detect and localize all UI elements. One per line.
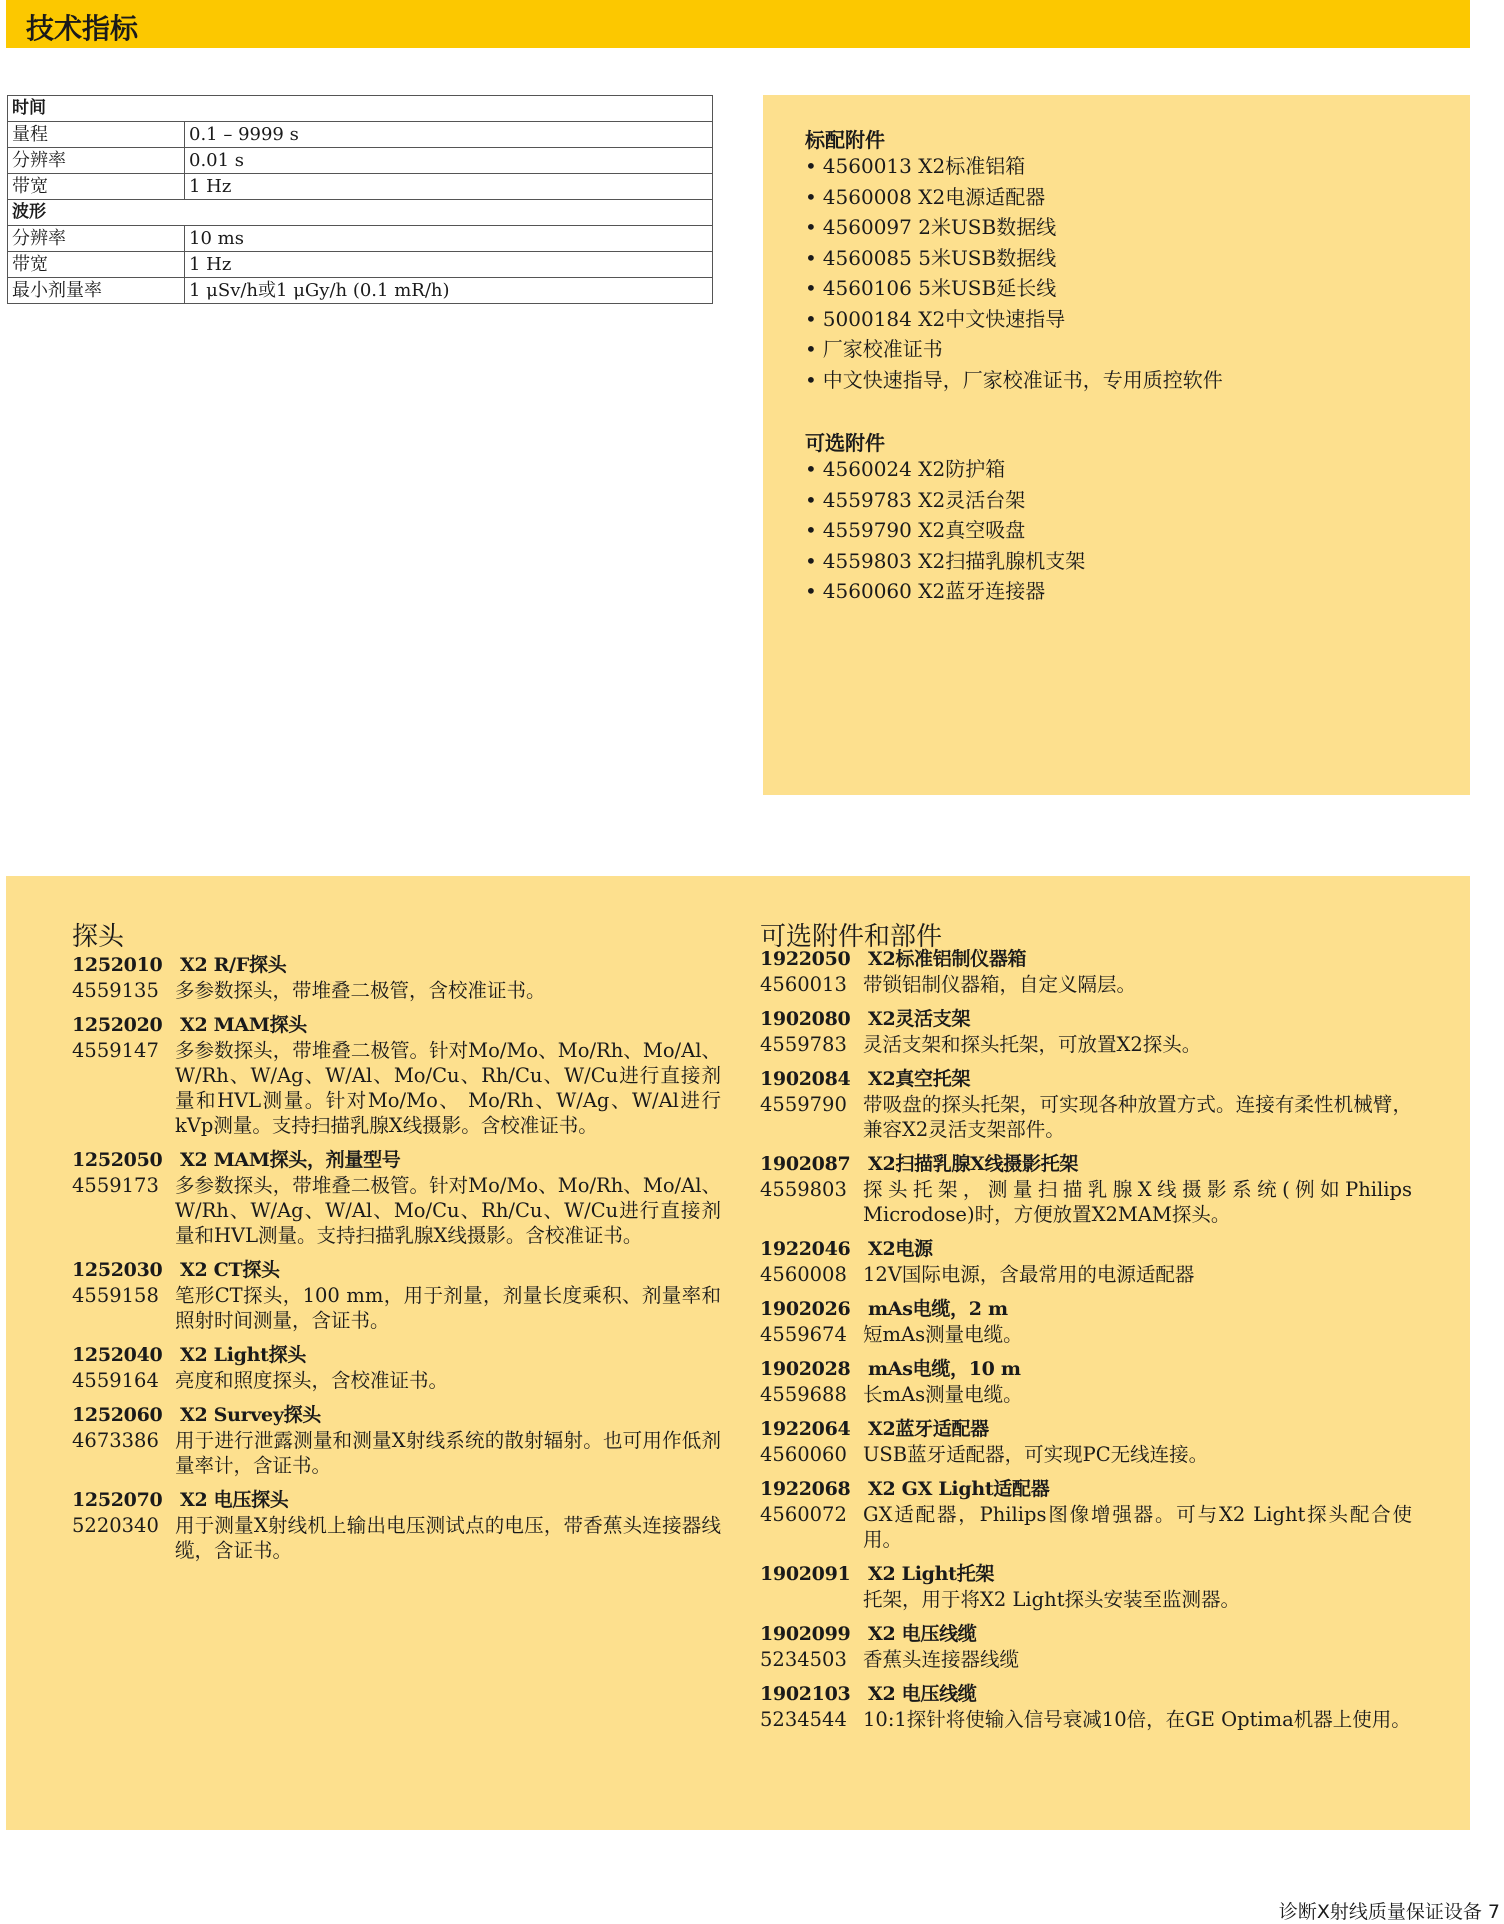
header-bar	[6, 0, 1470, 48]
list-item: • 4559803 X2扫描乳腺机支架	[805, 546, 1085, 577]
list-item	[760, 1562, 1412, 1612]
item-code: 1902028	[760, 1358, 851, 1380]
page-title: 技术指标	[26, 12, 139, 45]
item-code: 1252040	[72, 1344, 163, 1366]
list-item: • 4559790 X2真空吸盘	[805, 515, 1085, 546]
item-name: X2真空托架	[868, 1068, 971, 1090]
item-description: 笔形CT探头，100 mm，用于剂量，剂量长度乘积、剂量率和照射时间测量，含证书。	[175, 1284, 721, 1332]
list-item	[760, 1682, 1412, 1732]
spec-row	[8, 278, 713, 304]
list-item: • 4560085 5米USB数据线	[805, 243, 1223, 274]
item-code: 1252030	[72, 1259, 163, 1281]
part-number: 5234503	[760, 1648, 847, 1671]
page-footer: 诊断X射线质量保证设备 7	[1278, 1901, 1500, 1923]
list-item	[72, 1403, 721, 1478]
item-description: 带锁铝制仪器箱，自定义隔层。	[863, 973, 1137, 996]
spec-label: 最小剂量率	[8, 278, 185, 304]
item-name: X2 GX Light适配器	[868, 1478, 1050, 1500]
spec-label: 带宽	[8, 252, 185, 278]
list-item	[72, 1488, 721, 1563]
spec-section-title: 时间	[8, 96, 713, 122]
part-number: 4560008	[760, 1263, 847, 1286]
part-number: 4559674	[760, 1323, 847, 1346]
item-code: 1252050	[72, 1149, 163, 1171]
part-number: 4559158	[72, 1284, 159, 1307]
standard-accessories-title: 标配附件	[805, 128, 885, 152]
item-description: 多参数探头，带堆叠二极管，含校准证书。	[175, 979, 546, 1002]
part-number: 4560072	[760, 1503, 847, 1526]
list-item: • 4560013 X2标准铝箱	[805, 151, 1223, 182]
item-name: X2 MAM探头	[180, 1014, 307, 1036]
spec-row	[8, 148, 713, 174]
list-item	[760, 1417, 1412, 1467]
probes-list	[72, 953, 721, 1573]
options-list	[760, 947, 1412, 1742]
spec-row	[8, 122, 713, 148]
spec-value: 1 μSv/h或1 μGy/h (0.1 mR/h)	[185, 278, 713, 304]
spec-row	[8, 174, 713, 200]
list-item: • 4560024 X2防护箱	[805, 454, 1085, 485]
part-number: 4673386	[72, 1429, 159, 1452]
list-item	[72, 1013, 721, 1138]
list-item	[760, 1237, 1412, 1287]
item-name: X2扫描乳腺X线摄影托架	[868, 1153, 1079, 1175]
part-number: 4559790	[760, 1093, 847, 1116]
part-number: 4559135	[72, 979, 159, 1002]
item-name: X2灵活支架	[868, 1008, 971, 1030]
item-name: X2 Light托架	[868, 1563, 995, 1585]
item-name: X2标准铝制仪器箱	[868, 948, 1027, 970]
spec-label: 分辨率	[8, 148, 185, 174]
part-number: 5234544	[760, 1708, 847, 1731]
item-description: 带吸盘的探头托架，可实现各种放置方式。连接有柔性机械臂，兼容X2灵活支架部件。	[863, 1093, 1412, 1141]
item-code: 1252020	[72, 1014, 163, 1036]
probes-title: 探头	[72, 922, 125, 952]
item-code: 1902091	[760, 1563, 851, 1585]
spec-label: 量程	[8, 122, 185, 148]
part-number: 4559147	[72, 1039, 159, 1062]
item-description: 亮度和照度探头，含校准证书。	[175, 1369, 449, 1392]
item-code: 1922064	[760, 1418, 851, 1440]
list-item	[760, 1007, 1412, 1057]
optional-accessories-title: 可选附件	[805, 431, 885, 455]
spec-value: 0.1 – 9999 s	[185, 122, 713, 148]
list-item: • 4560097 2米USB数据线	[805, 212, 1223, 243]
part-number: 4560060	[760, 1443, 847, 1466]
list-item	[72, 1343, 721, 1393]
spec-value: 0.01 s	[185, 148, 713, 174]
list-item	[72, 1148, 721, 1248]
part-number: 4560013	[760, 973, 847, 996]
spec-row	[8, 252, 713, 278]
list-item	[760, 947, 1412, 997]
item-code: 1252010	[72, 954, 163, 976]
item-name: X2 R/F探头	[180, 954, 287, 976]
item-name: X2 CT探头	[180, 1259, 280, 1281]
item-name: X2蓝牙适配器	[868, 1418, 989, 1440]
list-item	[760, 1477, 1412, 1552]
item-description: 用于测量X射线机上输出电压测试点的电压，带香蕉头连接器线缆，含证书。	[175, 1514, 721, 1562]
item-code: 1902103	[760, 1683, 851, 1705]
list-item	[72, 1258, 721, 1333]
list-item	[72, 953, 721, 1003]
item-description: 多参数探头，带堆叠二极管。针对Mo/Mo、Mo/Rh、Mo/Al、W/Rh、W/Ag、W/Al、Mo/Cu、Rh/Cu、W/Cu进行直接剂量和HVL测量。针对Mo/Mo、 Mo/Rh、W/Ag、W/Al进行 kVp测量。支持扫描乳腺X线摄影。含校准证书。	[175, 1039, 721, 1137]
item-name: X2电源	[868, 1238, 933, 1260]
item-name: mAs电缆，10 m	[868, 1358, 1021, 1380]
list-item: • 4560008 X2电源适配器	[805, 182, 1223, 213]
list-item: • 厂家校准证书	[805, 334, 1223, 365]
list-item	[760, 1357, 1412, 1407]
standard-accessories-list	[805, 151, 1223, 395]
item-code: 1902099	[760, 1623, 851, 1645]
item-description: 多参数探头，带堆叠二极管。针对Mo/Mo、Mo/Rh、Mo/Al、W/Rh、W/Ag、W/Al、Mo/Cu、Rh/Cu、W/Cu进行直接剂量和HVL测量。支持扫描乳腺X线摄影。含校准证书。	[175, 1174, 721, 1247]
item-description: GX适配器，Philips图像增强器。可与X2 Light探头配合使用。	[863, 1503, 1412, 1551]
spec-section-title: 波形	[8, 200, 713, 226]
part-number: 4559164	[72, 1369, 159, 1392]
item-code: 1922046	[760, 1238, 851, 1260]
item-description: 短mAs测量电缆。	[863, 1323, 1023, 1346]
item-code: 1902026	[760, 1298, 851, 1320]
item-name: mAs电缆，2 m	[868, 1298, 1008, 1320]
spec-table	[7, 95, 713, 304]
list-item: • 中文快速指导，厂家校准证书，专用质控软件	[805, 365, 1223, 396]
list-item	[760, 1152, 1412, 1227]
item-code: 1252060	[72, 1404, 163, 1426]
spec-value: 10 ms	[185, 226, 713, 252]
spec-value: 1 Hz	[185, 252, 713, 278]
list-item: • 4560060 X2蓝牙连接器	[805, 576, 1085, 607]
list-item: • 5000184 X2中文快速指导	[805, 304, 1223, 335]
part-number: 4559803	[760, 1178, 847, 1201]
item-description: 10:1探针将使输入信号衰减10倍，在GE Optima机器上使用。	[863, 1708, 1411, 1731]
item-description: 用于进行泄露测量和测量X射线系统的散射辐射。也可用作低剂量率计，含证书。	[175, 1429, 721, 1477]
item-description: USB蓝牙适配器，可实现PC无线连接。	[863, 1443, 1209, 1466]
item-name: X2 MAM探头，剂量型号	[180, 1149, 401, 1171]
parts-box	[6, 876, 1470, 1830]
item-name: X2 Survey探头	[180, 1404, 321, 1426]
options-title: 可选附件和部件	[760, 922, 943, 952]
item-description: 12V国际电源，含最常用的电源适配器	[863, 1263, 1195, 1286]
item-code: 1922068	[760, 1478, 851, 1500]
part-number: 4559688	[760, 1383, 847, 1406]
spec-section-header	[8, 200, 713, 226]
list-item	[760, 1067, 1412, 1142]
accessories-box	[763, 95, 1470, 795]
spec-label: 带宽	[8, 174, 185, 200]
part-number: 4559783	[760, 1033, 847, 1056]
item-code: 1922050	[760, 948, 851, 970]
item-description: 托架，用于将X2 Light探头安装至监测器。	[863, 1588, 1241, 1611]
item-description: 长mAs测量电缆。	[863, 1383, 1023, 1406]
item-description: 灵活支架和探头托架，可放置X2探头。	[863, 1033, 1202, 1056]
item-code: 1902087	[760, 1153, 851, 1175]
item-description: 探头托架，测量扫描乳腺X线摄影系统(例如Philips Microdose)时，方便放置X2MAM探头。	[863, 1178, 1412, 1226]
item-code: 1902080	[760, 1008, 851, 1030]
list-item	[760, 1297, 1412, 1347]
list-item	[760, 1622, 1412, 1672]
list-item: • 4560106 5米USB延长线	[805, 273, 1223, 304]
spec-row	[8, 226, 713, 252]
item-description: 香蕉头连接器线缆	[863, 1648, 1020, 1671]
spec-label: 分辨率	[8, 226, 185, 252]
part-number: 5220340	[72, 1514, 159, 1537]
item-name: X2 电压线缆	[868, 1623, 977, 1645]
part-number	[760, 1587, 863, 1612]
spec-value: 1 Hz	[185, 174, 713, 200]
item-name: X2 电压线缆	[868, 1683, 977, 1705]
item-code: 1252070	[72, 1489, 163, 1511]
optional-accessories-list	[805, 454, 1085, 607]
item-code: 1902084	[760, 1068, 851, 1090]
item-name: X2 Light探头	[180, 1344, 307, 1366]
list-item: • 4559783 X2灵活台架	[805, 485, 1085, 516]
item-name: X2 电压探头	[180, 1489, 289, 1511]
spec-section-header	[8, 96, 713, 122]
part-number: 4559173	[72, 1174, 159, 1197]
